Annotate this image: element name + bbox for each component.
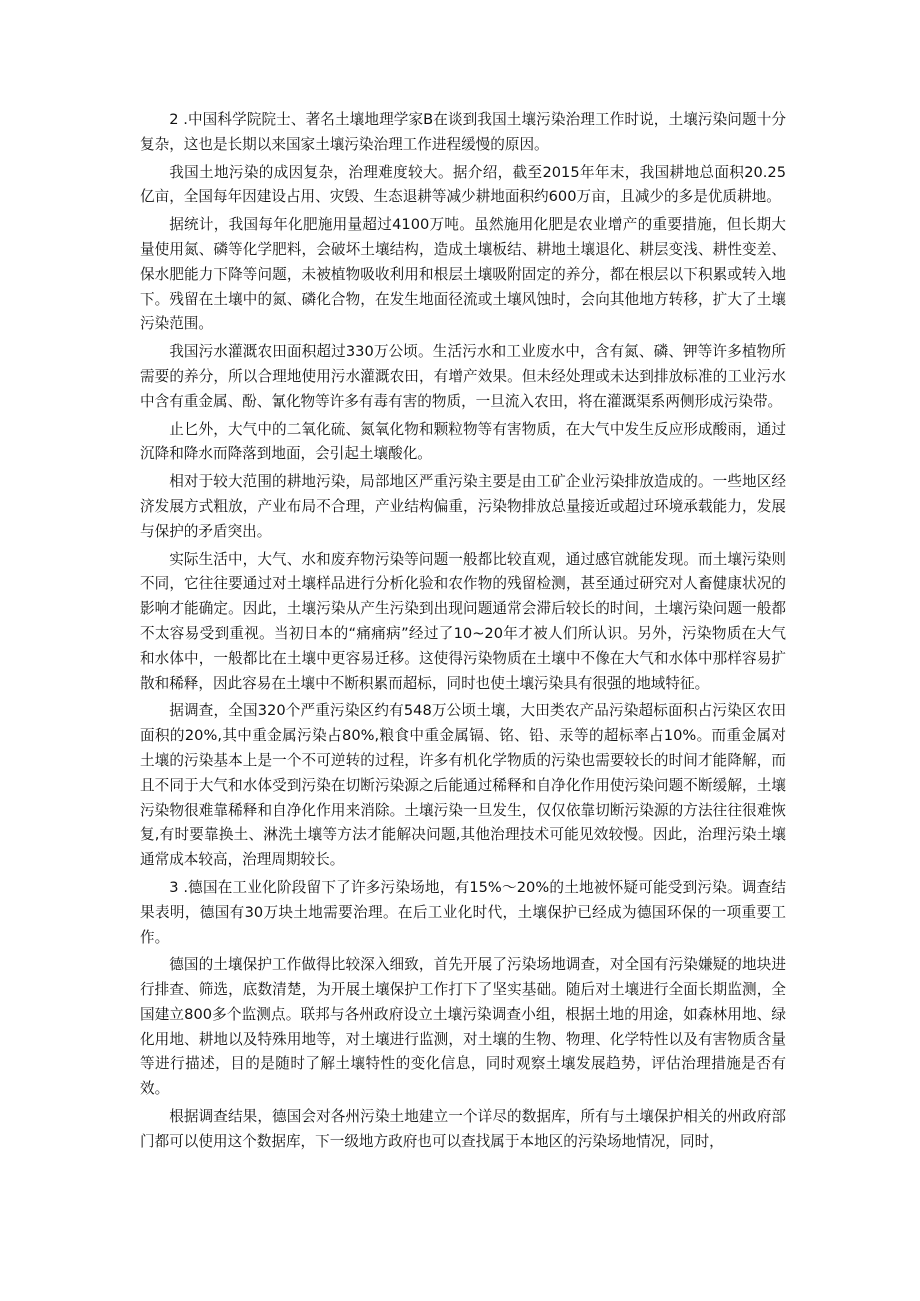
paragraph-9: 3 .德国在工业化阶段留下了许多污染场地，有15%〜20%的土地被怀疑可能受到污染。调查结果表明，德国有30万块土地需要治理。在后工业化时代，土壤保护已经成为德国环保的一项重要工作。 bbox=[140, 878, 786, 946]
document-body bbox=[140, 108, 786, 1158]
paragraph-1: 2 .中国科学院院士、著名土壤地理学家B在谈到我国土壤污染治理工作时说，土壤污染问题十分复杂，这也是长期以来国家土壤污染治理工作进程缓慢的原因。 bbox=[140, 111, 786, 153]
paragraph-3: 据统计，我国每年化肥施用量超过4100万吨。虽然施用化肥是农业增产的重要措施，但长期大量使用氮、磷等化学肥料，会破坏土壤结构，造成土壤板结、耕地土壤退化、耕层变浅、耕性变差、保水肥能力下降等问题，未被植物吸收利用和根层土壤吸附固定的养分，都在根层以下积累或转入地下。残留在土壤中的氮、磷化合物，在发生地面径流或土壤风蚀时，会向其他地方转移，扩大了土壤污染范围。 bbox=[140, 216, 786, 333]
paragraph-6: 相对于较大范围的耕地污染，局部地区严重污染主要是由工矿企业污染排放造成的。一些地区经济发展方式粗放，产业布局不合理，产业结构偏重，污染物排放总量接近或超过环境承载能力，发展与保护的矛盾突出。 bbox=[140, 473, 786, 540]
paragraph-5: 止匕外，大气中的二氧化硫、氮氧化物和颗粒物等有害物质，在大气中发生反应形成酸雨，通过沉降和降水而降落到地面，会引起土壤酸化。 bbox=[140, 420, 786, 463]
paragraph-11: 根据调查结果，德国会对各州污染土地建立一个详尽的数据库，所有与土壤保护相关的州政府部门都可以使用这个数据库，下一级地方政府也可以查找属于本地区的污染场地情况，同时， bbox=[140, 1108, 786, 1150]
paragraph-7: 实际生活中，大气、水和废弃物污染等问题一般都比较直观，通过感官就能发现。而土壤污染则不同，它往往要通过对土壤样品进行分析化验和农作物的残留检测，甚至通过研究对人畜健康状况的影响才能确定。因此，土壤污染从产生污染到出现问题通常会滞后较长的时间，土壤污染问题一般都不太容易受到重视。当初日本的“痛痛病”经过了10~20年才被人们所认识。另外，污染物质在大气和水体中，一般都比在土壤中更容易迁移。这使得污染物质在土壤中不像在大气和水体中那样容易扩散和稀释，因此容易在土壤中不断积累而超标，同时也使土壤污染具有很强的地域特征。 bbox=[140, 550, 786, 692]
paragraph-2: 我国土地污染的成因复杂，治理难度较大。据介绍，截至2015年年末，我国耕地总面积20.25亿亩，全国每年因建设占用、灾毁、生态退耕等减少耕地面积约600万亩，且减少的多是优质耕地。 bbox=[140, 163, 786, 206]
paragraph-10: 德国的土壤保护工作做得比较深入细致，首先开展了污染场地调查，对全国有污染嫌疑的地块进行排查、筛选，底数清楚，为开展土壤保护工作打下了坚实基础。随后对土壤进行全面长期监测，全国建立800多个监测点。联邦与各州政府设立土壤污染调查小组，根据土地的用途，如森林用地、绿化用地、耕地以及特殊用地等，对土壤进行监测，对土壤的生物、物理、化学特性以及有害物质含量等进行描述，目的是随时了解土壤特性的变化信息，同时观察土壤发展趋势，评估治理措施是否有效。 bbox=[140, 956, 786, 1098]
paragraph-4: 我国污水灌溉农田面积超过330万公顷。生活污水和工业废水中，含有氮、磷、钾等许多植物所需要的养分，所以合理地使用污水灌溉农田，有增产效果。但未经处理或未达到排放标准的工业污水中含有重金属、酚、氰化物等许多有毒有害的物质，一旦流入农田，将在灌溉渠系两侧形成污染带。 bbox=[140, 343, 786, 410]
paragraph-8: 据调查，全国320个严重污染区约有548万公顷土壤，大田类农产品污染超标面积占污染区农田面积的20%,其中重金属污染占80%,粮食中重金属镉、铭、铅、汞等的超标率占10%。而重金属对土壤的污染基本上是一个不可逆转的过程，许多有机化学物质的污染也需要较长的时间才能降解，而且不同于大气和水体受到污染在切断污染源之后能通过稀释和自净化作用使污染问题不断缓解，土壤污染物很难靠稀释和自净化作用来消除。土壤污染一旦发生，仅仅依靠切断污染源的方法往往很难恢复,有时要靠换土、淋洗土壤等方法才能解决问题,其他治理技术可能见效较慢。因此，治理污染土壤通常成本较高，治理周期较长。 bbox=[140, 702, 786, 869]
